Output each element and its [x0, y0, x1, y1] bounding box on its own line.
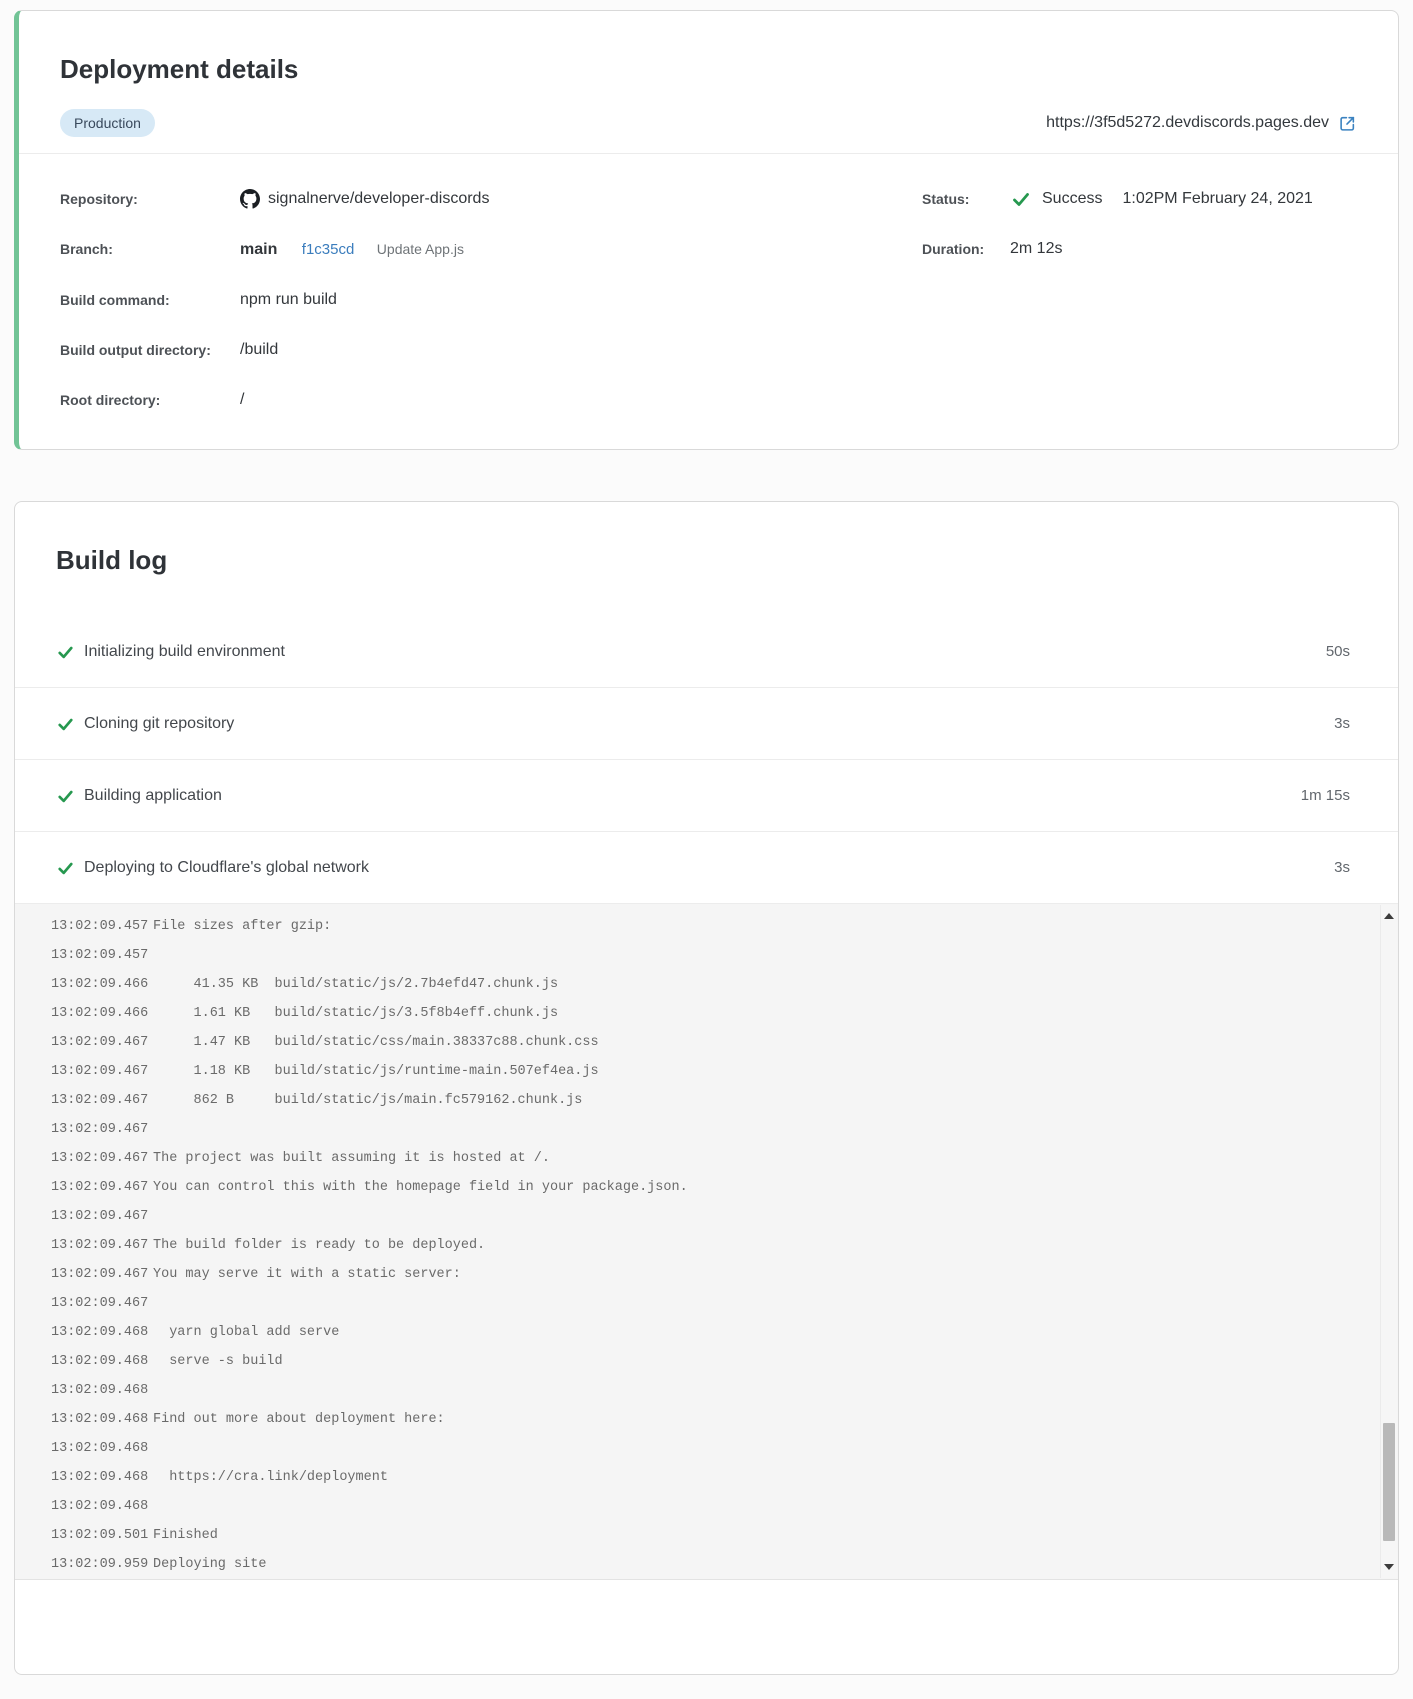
build-step-row[interactable]	[15, 832, 1398, 904]
deployment-status-fields	[922, 188, 1356, 411]
build-command-value: npm run build	[240, 291, 337, 308]
log-message: Find out more about deployment here:	[153, 1412, 445, 1427]
root-directory-label: Root directory:	[60, 392, 161, 408]
log-line	[51, 1144, 1318, 1173]
log-timestamp: 13:02:09.467	[51, 1093, 149, 1108]
deployment-url: https://3f5d5272.devdiscords.pages.dev	[1046, 114, 1329, 131]
duration-label: Duration:	[922, 241, 985, 257]
build-step-row[interactable]	[15, 688, 1398, 760]
log-line	[51, 1463, 1318, 1492]
log-timestamp: 13:02:09.501	[51, 1528, 149, 1543]
log-timestamp: 13:02:09.468	[51, 1354, 149, 1369]
log-timestamp: 13:02:09.457	[51, 948, 149, 963]
step-duration: 3s	[1334, 859, 1350, 876]
build-step-row[interactable]	[15, 760, 1398, 832]
log-timestamp: 13:02:09.468	[51, 1441, 149, 1456]
check-icon	[56, 716, 75, 732]
log-line	[51, 970, 1318, 999]
triangle-down-icon	[1384, 1564, 1394, 1570]
step-label: Cloning git repository	[84, 714, 235, 732]
log-timestamp: 13:02:09.467	[51, 1267, 149, 1282]
log-line	[51, 912, 1318, 941]
step-duration: 1m 15s	[1300, 787, 1350, 804]
log-line	[51, 1318, 1318, 1347]
log-timestamp: 13:02:09.467	[51, 1209, 149, 1224]
branch-name: main	[240, 241, 278, 258]
check-icon	[56, 788, 75, 804]
log-message: yarn global add serve	[153, 1325, 340, 1340]
github-icon	[240, 189, 260, 209]
log-line	[51, 1115, 1318, 1144]
step-label: Initializing build environment	[84, 642, 285, 660]
duration-value: 2m 12s	[1010, 240, 1063, 257]
check-icon	[1010, 190, 1032, 208]
deployment-details-card	[14, 10, 1399, 450]
log-line	[51, 1289, 1318, 1318]
build-command-label: Build command:	[60, 292, 170, 308]
log-line	[51, 1550, 1318, 1579]
log-message: Finished	[153, 1528, 218, 1543]
status-value: Success	[1042, 190, 1103, 207]
triangle-up-icon	[1384, 913, 1394, 919]
log-timestamp: 13:02:09.466	[51, 977, 149, 992]
log-message: The project was built assuming it is hosted at /.	[153, 1151, 550, 1166]
step-duration: 3s	[1334, 715, 1350, 732]
scrollbar-up-button[interactable]	[1381, 907, 1397, 925]
step-label: Deploying to Cloudflare's global network	[84, 858, 369, 876]
log-timestamp: 13:02:09.468	[51, 1470, 149, 1485]
step-label: Building application	[84, 786, 222, 804]
environment-badge: Production	[60, 109, 155, 137]
deployment-details-title: Deployment details	[60, 54, 299, 84]
log-line	[51, 1028, 1318, 1057]
log-timestamp: 13:02:09.467	[51, 1064, 149, 1079]
log-timestamp: 13:02:09.468	[51, 1499, 149, 1514]
log-message: 862 B build/static/js/main.fc579162.chunk.js	[153, 1093, 583, 1108]
build-output-directory-value: /build	[240, 341, 279, 358]
log-line	[51, 1376, 1318, 1405]
deployment-url-link[interactable]	[1046, 114, 1356, 132]
log-line	[51, 1492, 1318, 1521]
log-timestamp: 13:02:09.959	[51, 1557, 149, 1572]
log-message: You may serve it with a static server:	[153, 1267, 461, 1282]
commit-hash-link[interactable]: f1c35cd	[301, 241, 355, 258]
root-directory-value: /	[240, 391, 245, 408]
log-timestamp: 13:02:09.466	[51, 1006, 149, 1021]
branch-label: Branch:	[60, 241, 113, 257]
log-line	[51, 1434, 1318, 1463]
check-icon	[56, 644, 75, 660]
log-timestamp: 13:02:09.457	[51, 919, 149, 934]
log-line	[51, 1347, 1318, 1376]
scrollbar-down-button[interactable]	[1381, 1558, 1397, 1576]
log-line	[51, 999, 1318, 1028]
status-timestamp: 1:02PM February 24, 2021	[1122, 190, 1313, 207]
build-log-title: Build log	[56, 545, 168, 575]
repository-link[interactable]: signalnerve/developer-discords	[268, 190, 490, 207]
log-message: https://cra.link/deployment	[153, 1470, 388, 1485]
log-timestamp: 13:02:09.467	[51, 1122, 149, 1137]
repository-label: Repository:	[60, 191, 138, 207]
external-link-icon[interactable]	[1339, 115, 1356, 132]
commit-message: Update App.js	[376, 241, 464, 257]
log-timestamp: 13:02:09.468	[51, 1412, 149, 1427]
log-timestamp: 13:02:09.467	[51, 1180, 149, 1195]
log-line	[51, 1202, 1318, 1231]
log-message: 1.18 KB build/static/js/runtime-main.507ef4ea.js	[153, 1064, 599, 1079]
status-label: Status:	[922, 191, 970, 207]
log-timestamp: 13:02:09.467	[51, 1296, 149, 1311]
log-message: 1.61 KB build/static/js/3.5f8b4eff.chunk.js	[153, 1006, 559, 1021]
log-timestamp: 13:02:09.467	[51, 1238, 149, 1253]
log-message: serve -s build	[153, 1354, 283, 1369]
log-scrollbar[interactable]	[1380, 905, 1397, 1578]
log-timestamp: 13:02:09.467	[51, 1151, 149, 1166]
log-line	[51, 1231, 1318, 1260]
log-lines	[51, 912, 1318, 1579]
log-line	[51, 1173, 1318, 1202]
step-duration: 50s	[1325, 643, 1350, 660]
log-message: The build folder is ready to be deployed.	[153, 1238, 486, 1253]
badge-row	[60, 109, 1356, 137]
check-icon	[56, 860, 75, 876]
card-bottom-padding	[15, 1580, 1398, 1674]
log-timestamp: 13:02:09.468	[51, 1383, 149, 1398]
log-message: You can control this with the homepage field in your package.json.	[153, 1180, 688, 1195]
build-output-directory-label: Build output directory:	[60, 342, 211, 358]
deployment-fields	[60, 188, 750, 411]
log-timestamp: 13:02:09.468	[51, 1325, 149, 1340]
log-line	[51, 1405, 1318, 1434]
build-log-output	[15, 904, 1398, 1580]
build-steps	[15, 616, 1398, 904]
log-line	[51, 941, 1318, 970]
log-message: 41.35 KB build/static/js/2.7b4efd47.chunk.js	[153, 977, 559, 992]
build-step-row[interactable]	[15, 616, 1398, 688]
log-timestamp: 13:02:09.467	[51, 1035, 149, 1050]
build-log-card	[14, 501, 1399, 1675]
scrollbar-thumb[interactable]	[1383, 1423, 1395, 1541]
log-message: File sizes after gzip:	[153, 919, 332, 934]
log-line	[51, 1260, 1318, 1289]
log-line	[51, 1057, 1318, 1086]
log-line	[51, 1086, 1318, 1115]
log-message: 1.47 KB build/static/css/main.38337c88.chunk.css	[153, 1035, 599, 1050]
log-line	[51, 1521, 1318, 1550]
log-message: Deploying site	[153, 1557, 267, 1572]
